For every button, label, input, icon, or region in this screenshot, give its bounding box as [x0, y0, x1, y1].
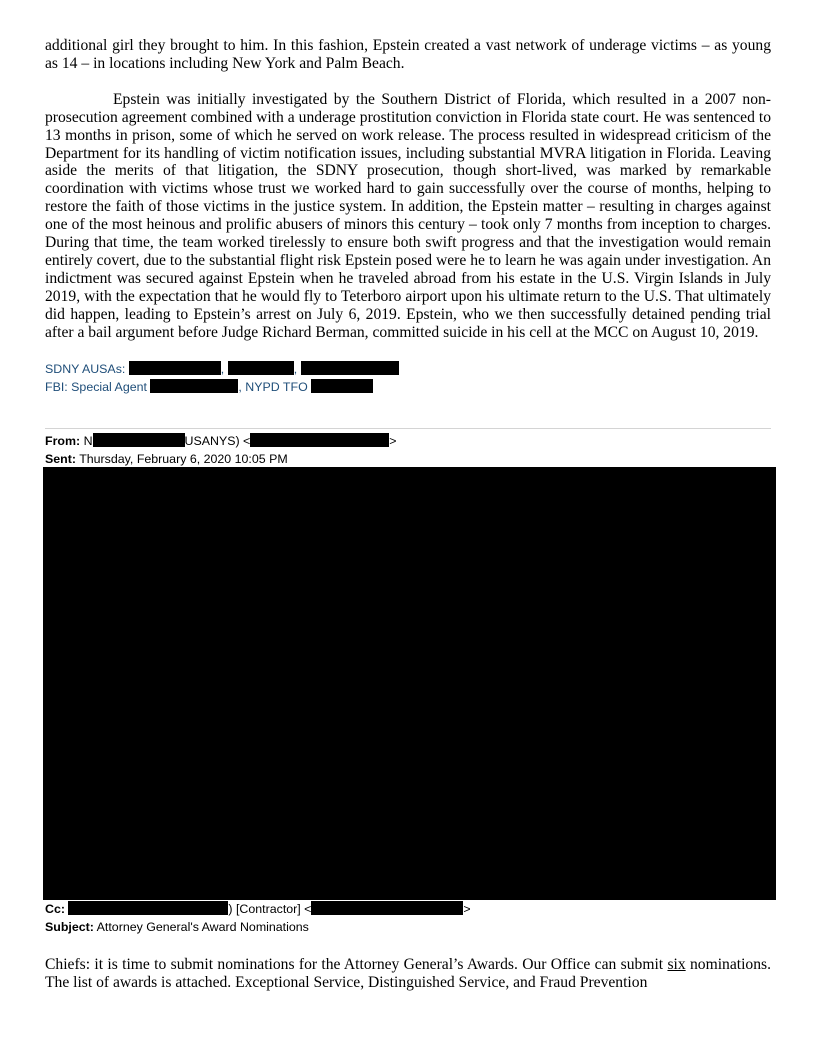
from-close: >	[389, 434, 397, 448]
body-text-a: Chiefs: it is time to submit nominations for the Attorney General’s Awards. Our Office can submit	[45, 956, 668, 973]
team-agents-line	[45, 378, 771, 396]
redaction	[68, 901, 228, 915]
fbi-label: FBI: Special Agent	[45, 379, 147, 394]
memo-text	[45, 37, 771, 396]
redaction	[93, 433, 185, 447]
paragraph-1: additional girl they brought to him. In this fashion, Epstein created a vast network of underage victims – as young as 14 – in locations including New York and Palm Beach.	[45, 37, 771, 72]
body-paragraph	[45, 956, 771, 992]
redaction	[228, 361, 294, 375]
redaction	[250, 433, 389, 447]
email-header-cc	[45, 900, 776, 936]
redaction	[311, 901, 463, 915]
nypd-label: , NYPD TFO	[238, 379, 308, 394]
from-suffix: USANYS) <	[184, 434, 251, 448]
subject-label: Subject:	[45, 920, 94, 934]
cc-middle: ) [Contractor] <	[228, 902, 312, 916]
ausas-label: SDNY AUSAs:	[45, 361, 126, 376]
cc-close: >	[463, 902, 471, 916]
comma: ,	[220, 361, 225, 376]
comma: ,	[293, 361, 298, 376]
from-prefix: N	[83, 434, 93, 448]
subject-line	[45, 918, 776, 936]
from-label: From:	[45, 434, 81, 448]
body-text-b: nominations. The list of awards is attached. Exceptional Service, Distinguished Service, and Fraud Prevention	[45, 956, 771, 991]
sent-value: Thursday, February 6, 2020 10:05 PM	[79, 452, 288, 466]
cc-label: Cc:	[45, 902, 65, 916]
redaction	[301, 361, 399, 375]
cc-line	[45, 900, 776, 918]
sent-line	[45, 450, 776, 468]
from-line	[45, 432, 776, 450]
subject-value: Attorney General's Award Nominations	[96, 920, 309, 934]
redaction	[150, 379, 238, 393]
email-body	[45, 956, 771, 992]
recipients-redaction	[43, 467, 776, 900]
team-ausas-line	[45, 360, 771, 378]
body-text-six: six	[667, 956, 686, 973]
sent-label: Sent:	[45, 452, 76, 466]
redaction	[311, 379, 373, 393]
paragraph-2: Epstein was initially investigated by the Southern District of Florida, which resulted in a 2007 non-prosecution agreement combined with a underage prostitution conviction in Florida state court. He was sentenced to 13 months in prison, some of which he served on work release. The process resulted in widespread criticism of the Department for its handling of victim notification issues, including substantial MVRA litigation in Florida. Leaving aside the merits of that litigation, the SDNY prosecution, though short-lived, was marked by remarkable coordination with victims whose trust we worked hard to gain successfully over the course of months, helping to restore the faith of those victims in the justice system. In addition, the Epstein matter – resulting in charges against one of the most heinous and prolific abusers of minors this century – took only 7 months from inception to charges. During that time, the team worked tirelessly to ensure both swift progress and that the investigation would remain entirely covert, due to the substantial flight risk Epstein posed were he to learn he was again under investigation. An indictment was secured against Epstein when he traveled abroad from his estate in the U.S. Virgin Islands in July 2019, with the expectation that he would fly to Teterboro airport upon his ultimate return to the U.S. That ultimately did happen, leading to Epstein’s arrest on July 6, 2019. Epstein, who we then successfully detained pending trial after a bail argument before Judge Richard Berman, committed suicide in his cell at the MCC on August 10, 2019.	[45, 90, 771, 341]
redaction	[129, 361, 221, 375]
divider	[45, 428, 771, 429]
